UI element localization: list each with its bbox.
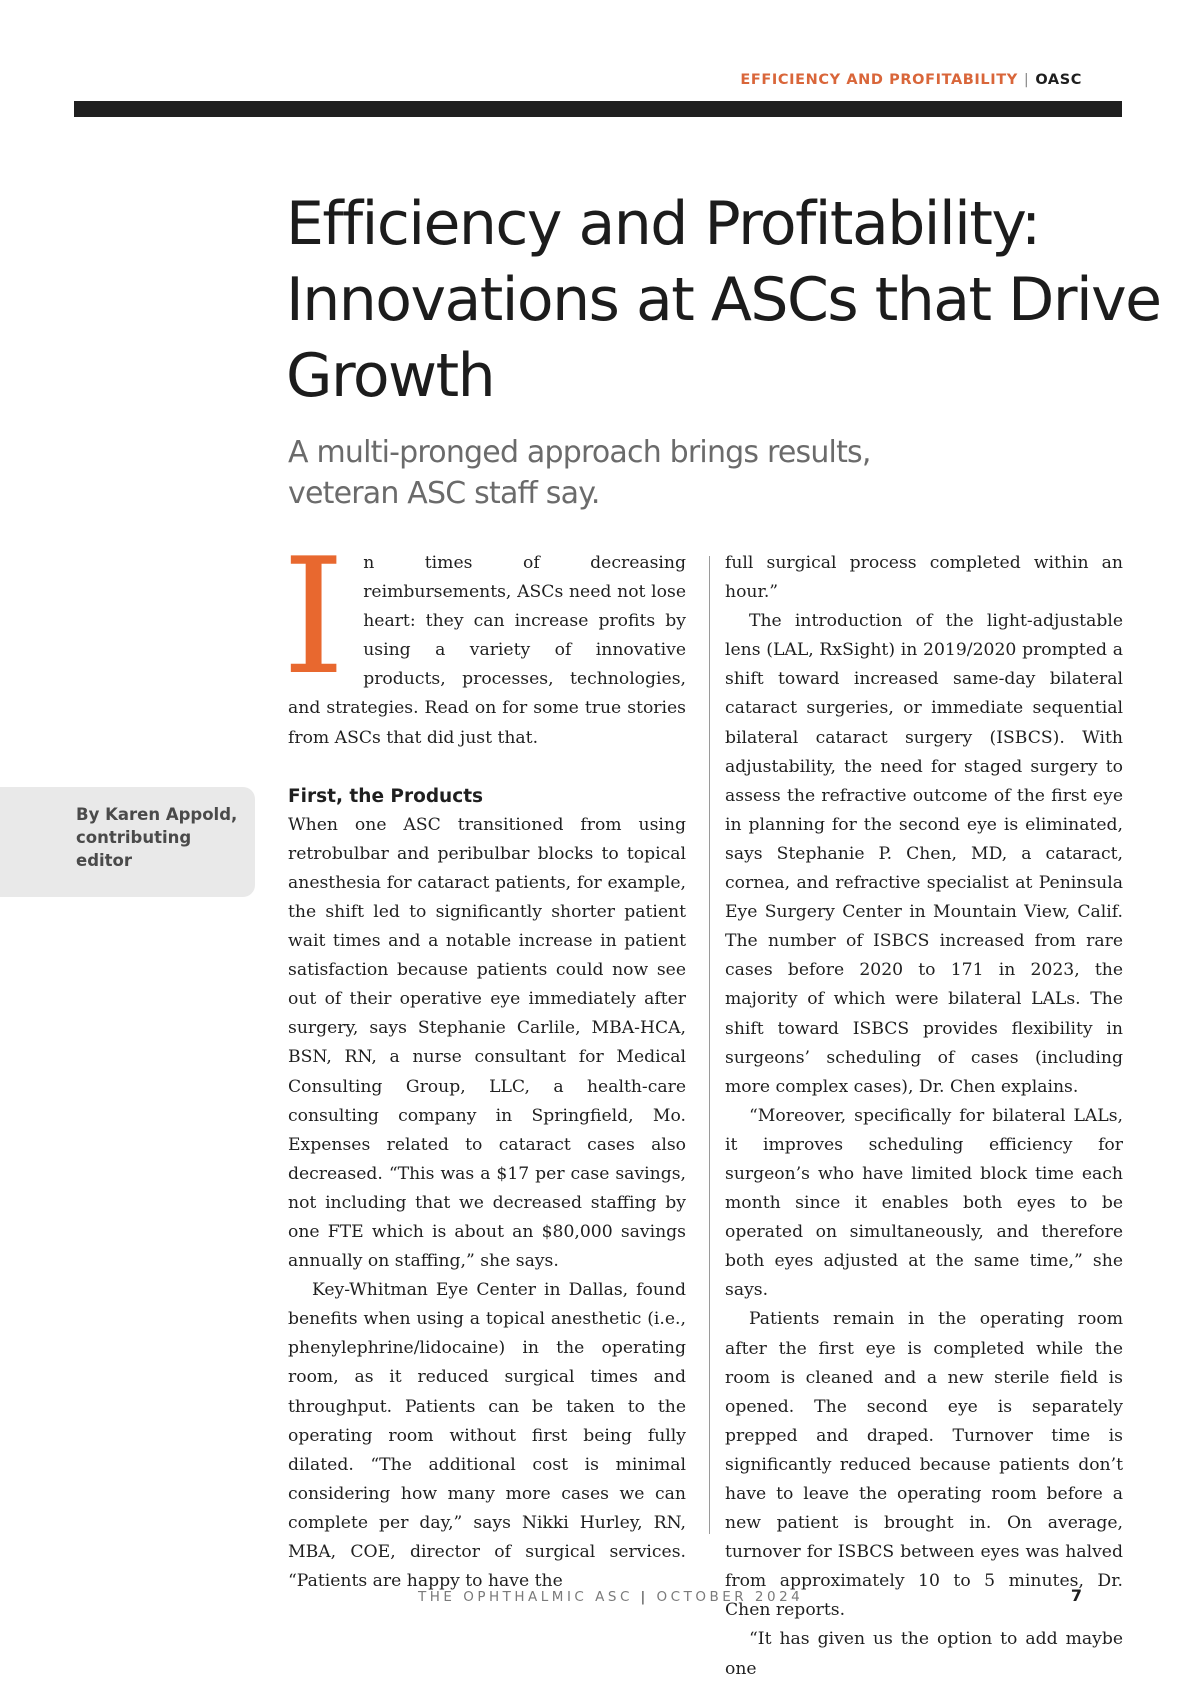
running-head-publication: OASC [1035, 72, 1082, 88]
intro-paragraph [282, 523, 686, 753]
body-paragraph: The introduction of the light-adjustable lens (LAL, RxSight) in 2019/2020 prompted a shift toward increased same-day bilateral cataract surgeries, or immediate sequential bilateral cataract surgery (ISBCS). With adjustability, the need for staged surgery to assess the refractive outcome of the first eye in planning for the second eye is eliminated, says Stephanie P. Chen, MD, a cataract, cornea, and refractive specialist at Peninsula Eye Surgery Center in Mountain View, Calif. The number of ISBCS increased from rare cases before 2020 to 171 in 2023, the majority of which were bilateral LALs. The shift toward ISBCS provides flexibility in surgeons’ scheduling of cases (including more complex cases), Dr. Chen explains. [725, 611, 1123, 1097]
body-paragraph: “Moreover, specifically for bilateral LALs, it improves scheduling efficiency for surgeon’s who have limited block time each month since it enables both eyes to be operated on simultaneously, and therefore both eyes adjusted at the same time,” she says. [725, 1105, 1123, 1301]
page-number: 7 [1070, 1586, 1082, 1605]
intro-text: n times of decreasing reimbursements, ASCs need not lose heart: they can increase profits by using a variety of innovative products, processes, technologies, and strategies. Read on for some true stories from ASCs that did just that. [288, 553, 686, 748]
running-head [740, 72, 1082, 88]
footer-issue: OCTOBER 2024 [656, 1589, 804, 1605]
running-head-section: EFFICIENCY AND PROFITABILITY [740, 72, 1018, 88]
left-column [282, 523, 686, 1596]
body-paragraph: full surgical process completed within an hour.” [725, 553, 1123, 603]
section-heading: First, the Products [288, 785, 484, 807]
top-rule [74, 101, 1122, 117]
body-paragraph: Key-Whitman Eye Center in Dallas, found benefits when using a topical anesthetic (i.e., phenylephrine/lidocaine) in the operating room, as it reduced surgical times and throughput. Patients can be taken to the operating room without first being fully dilated. “The additional cost is minimal considering how many more cases we can complete per day,” says Nikki Hurley, RN, MBA, COE, director of surgical services. “Patients are happy to have the [288, 1280, 686, 1592]
footer [418, 1589, 803, 1605]
column-divider [709, 556, 710, 1534]
footer-separator: | [640, 1589, 649, 1605]
right-column [725, 549, 1123, 1684]
body-paragraph: “It has given us the option to add maybe one [725, 1629, 1123, 1679]
body-paragraph: When one ASC transitioned from using retrobulbar and peribulbar blocks to topical anesthesia for cataract patients, for example, the shift led to significantly shorter patient wait times and a notable increase in patient satisfaction because patients could now see out of their operative eye immediately after surgery, says Stephanie Carlile, MBA-HCA, BSN, RN, a nurse consultant for Medical Consulting Group, LLC, a health-care consulting company in Springfield, Mo. Expenses related to cataract cases also decreased. “This was a $17 per case savings, not including that we decreased staffing by one FTE which is about an $80,000 savings annually on staffing,” she says. [288, 814, 686, 1272]
article-subtitle: A multi-pronged approach brings results, veteran ASC staff say. [288, 435, 871, 511]
running-head-separator: | [1023, 72, 1030, 88]
byline: By Karen Appold, contributing editor [0, 787, 255, 897]
footer-publication: THE OPHTHALMIC ASC [418, 1589, 633, 1605]
drop-cap: I [282, 523, 346, 710]
article-title: Efficiency and Profitability: Innovations at ASCs that Drive Growth [286, 189, 1161, 411]
body-paragraph: Patients remain in the operating room after the first eye is completed while the room is cleaned and a new sterile field is opened. The second eye is separately prepped and draped. Turnover time is significantly reduced because patients don’t have to leave the operating room before a new patient is brought in. On average, turnover for ISBCS between eyes was halved from approximately 10 to 5 minutes, Dr. Chen reports. [725, 1309, 1123, 1621]
